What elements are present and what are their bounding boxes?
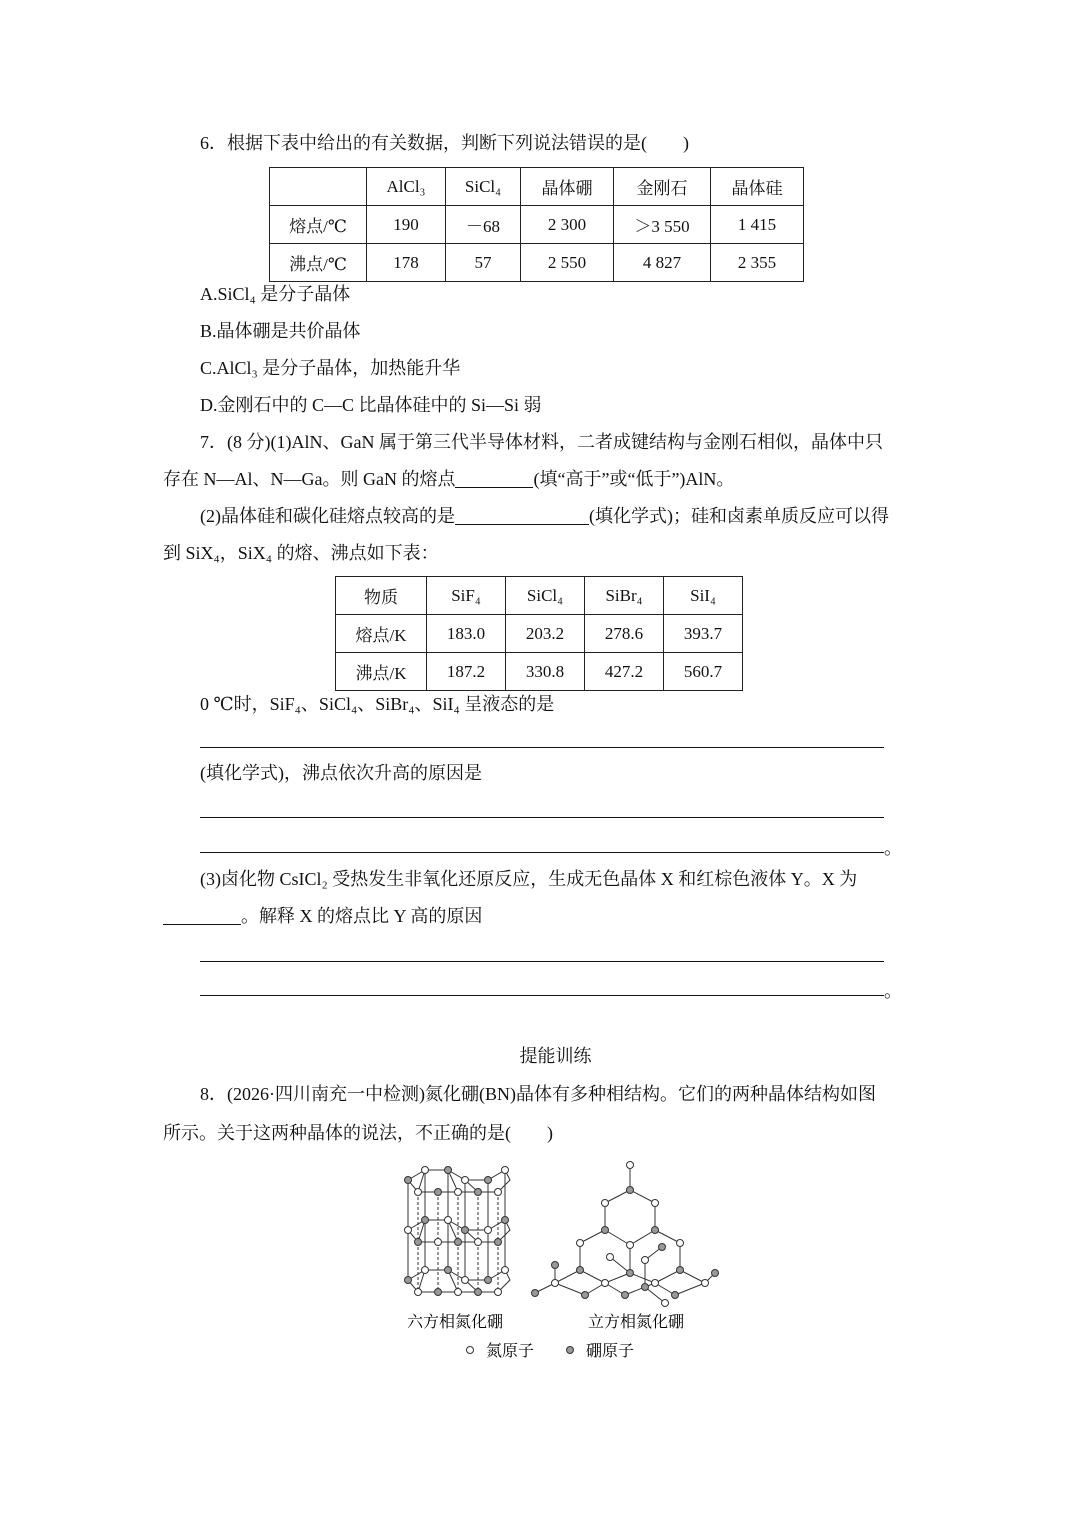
q6-row-label: 沸点/℃ bbox=[270, 244, 367, 282]
q7-cell: 187.2 bbox=[427, 653, 506, 691]
q7-part3-x-blank[interactable] bbox=[163, 906, 241, 925]
q6-option-a: A.SiCl₄ 是分子晶体 bbox=[200, 284, 351, 304]
q7-header-cell: SiI₄ bbox=[664, 577, 743, 615]
q7-header-cell: SiF₄ bbox=[427, 577, 506, 615]
q6-cell: 178 bbox=[367, 244, 446, 282]
q7-cell: 183.0 bbox=[427, 615, 506, 653]
q7-part1-line2 bbox=[163, 467, 734, 491]
caption-hexagonal-bn: 六方相氮化硼 bbox=[406, 1314, 504, 1331]
legend-boron-label: 硼原子 bbox=[586, 1343, 635, 1360]
q8-line2: 所示。关于这两种晶体的说法，不正确的是( ) bbox=[163, 1123, 553, 1143]
q7-header-cell: SiBr₄ bbox=[585, 577, 664, 615]
cubic-bn-structure bbox=[535, 1165, 715, 1303]
q6-cell: －68 bbox=[446, 206, 521, 244]
q6-header-cell: 金刚石 bbox=[614, 168, 711, 206]
nitrogen-atom-legend-icon bbox=[467, 1347, 474, 1354]
q7-part3-answer-line-2[interactable] bbox=[200, 995, 884, 996]
q6-cell: 2 355 bbox=[711, 244, 804, 282]
q6-cell: 2 300 bbox=[521, 206, 614, 244]
q6-header-cell: 晶体硼 bbox=[521, 168, 614, 206]
q6-cell: 1 415 bbox=[711, 206, 804, 244]
q7-part2-line2: 到 SiX₄，SiX₄ 的熔、沸点如下表： bbox=[163, 543, 439, 563]
q6-option-c: C.AlCl₃ 是分子晶体，加热能升华 bbox=[200, 358, 461, 378]
q7-part3-line2 bbox=[163, 904, 482, 928]
q7-cell: 278.6 bbox=[585, 615, 664, 653]
q7-liquid-question: 0 ℃时，SiF₄、SiCl₄、SiBr₄、SiI₄ 呈液态的是 bbox=[200, 694, 555, 714]
q6-cell: ＞3 550 bbox=[614, 206, 711, 244]
q6-option-d: D.金刚石中的 C—C 比晶体硅中的 Si—Si 弱 bbox=[200, 395, 542, 415]
q7-reason-question: (填化学式)，沸点依次升高的原因是 bbox=[200, 763, 482, 783]
caption-cubic-bn: 立方相氮化硼 bbox=[587, 1314, 685, 1331]
q7-row-label: 沸点/K bbox=[336, 653, 427, 691]
q8-line1: 8．(2026·四川南充一中检测)氮化硼(BN)晶体有多种相结构。它们的两种晶体结构如图 bbox=[200, 1084, 876, 1104]
q7-reason-answer-line-1[interactable] bbox=[200, 817, 884, 818]
q7-part1-text-b: (填“高于”或“低于”)AlN。 bbox=[533, 469, 735, 489]
q6-header-cell: AlCl₃ bbox=[367, 168, 446, 206]
q7-part2-text-a: (2)晶体硅和碳化硅熔点较高的是 bbox=[200, 506, 455, 526]
q7-part2-text-b: (填化学式)；硅和卤素单质反应可以得 bbox=[589, 506, 889, 526]
q7-part3-line1: (3)卤化物 CsICl₂ 受热发生非氧化还原反应，生成无色晶体 X 和红棕色液体 Y。X 为 bbox=[200, 869, 858, 889]
q7-part2-line1 bbox=[200, 504, 889, 528]
section-title: 提能训练 bbox=[519, 1046, 592, 1066]
q7-reason-period: 。 bbox=[884, 838, 902, 858]
q7-liquid-answer-line[interactable] bbox=[200, 747, 884, 748]
q6-cell: 57 bbox=[446, 244, 521, 282]
q7-six4-table bbox=[335, 576, 743, 691]
q7-part3-text: 。解释 X 的熔点比 Y 高的原因 bbox=[241, 906, 483, 926]
q6-option-b: B.晶体硼是共价晶体 bbox=[200, 321, 361, 341]
q6-cell: 4 827 bbox=[614, 244, 711, 282]
legend-nitrogen-label: 氮原子 bbox=[486, 1343, 535, 1360]
q7-part3-period: 。 bbox=[884, 981, 902, 1001]
q6-stem: 6．根据下表中给出的有关数据，判断下列说法错误的是( ) bbox=[200, 133, 689, 153]
q6-header-cell: SiCl₄ bbox=[446, 168, 521, 206]
q7-row-label: 熔点/K bbox=[336, 615, 427, 653]
boron-atom-legend-icon bbox=[567, 1347, 574, 1354]
q7-part1-text-a: 存在 N—Al、N—Ga。则 GaN 的熔点 bbox=[163, 469, 456, 489]
q7-cell: 560.7 bbox=[664, 653, 743, 691]
q7-cell: 330.8 bbox=[506, 653, 585, 691]
q7-part2-answer-blank[interactable] bbox=[455, 506, 589, 525]
q7-cell: 203.2 bbox=[506, 615, 585, 653]
q7-reason-answer-line-2[interactable] bbox=[200, 852, 884, 853]
q7-header-cell: 物质 bbox=[336, 577, 427, 615]
q7-part1-answer-blank[interactable] bbox=[455, 469, 533, 488]
q7-cell: 393.7 bbox=[664, 615, 743, 653]
q6-header-blank bbox=[270, 168, 367, 206]
bn-crystal-structures-figure bbox=[390, 1155, 730, 1365]
q6-cell: 2 550 bbox=[521, 244, 614, 282]
q7-part1-line1: 7．(8 分)(1)AlN、GaN 属于第三代半导体材料，二者成键结构与金刚石相似，晶体中只 bbox=[200, 432, 883, 452]
q6-header-cell: 晶体硅 bbox=[711, 168, 804, 206]
q6-row-label: 熔点/℃ bbox=[270, 206, 367, 244]
q6-data-table bbox=[269, 167, 804, 282]
q7-header-cell: SiCl₄ bbox=[506, 577, 585, 615]
q6-cell: 190 bbox=[367, 206, 446, 244]
q7-cell: 427.2 bbox=[585, 653, 664, 691]
q7-part3-answer-line-1[interactable] bbox=[200, 961, 884, 962]
